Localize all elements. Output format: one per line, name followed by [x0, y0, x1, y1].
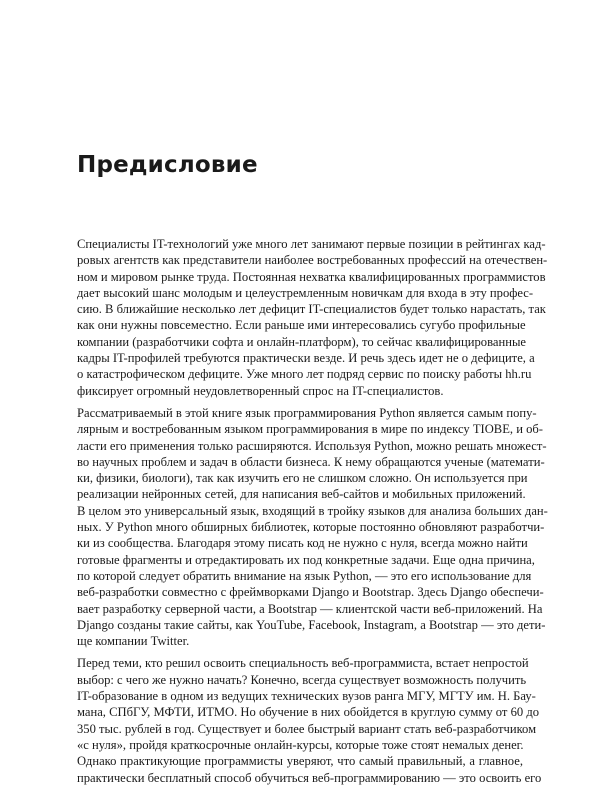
text-line: IT-образование в одном из ведущих технических вузов ранга МГУ, МГТУ им. Н. Бау-: [77, 689, 536, 704]
text-line: компании (разработчики софта и онлайн-платформ), то сейчас квалифицированные: [77, 334, 527, 349]
text-line: кадры IT-профилей требуются практически везде. И речь здесь идет не о дефиците, а: [77, 351, 535, 366]
text-line: выбор: с чего же нужно начать? Конечно, всегда существует возможность получить: [77, 672, 527, 687]
text-line: практически бесплатный способ обучиться веб-программированию — это освоить его: [77, 770, 542, 785]
text-line: во научных проблем и задач в области бизнеса. К нему обращаются ученые (математи-: [77, 454, 545, 469]
text-line: о катастрофическом дефиците. Уже много лет подряд сервис по поиску работы hh.ru: [77, 367, 532, 382]
paragraph-2: [77, 405, 548, 649]
text-line: ном и мировом рынке труда. Постоянная нехватка квалифицированных программистов: [77, 269, 546, 284]
text-line: Рассматриваемый в этой книге язык программирования Python является самым попу-: [77, 405, 537, 420]
text-line: веб-разработки совместно с фреймворками Django и Bootstrap. Здесь Django обеспечи-: [77, 585, 544, 600]
text-line: дает высокий шанс молодым и целеустремленным новичкам для входа в эту профес-: [77, 285, 534, 300]
text-line: ровых агентств как представители наиболее востребованных профессий на отечествен-: [77, 253, 548, 268]
text-line: ки из сообщества. Благодаря этому писать код не нужно с нуля, всегда можно найти: [77, 536, 528, 551]
text-line: В целом это универсальный язык, входящий в тройку языков для анализа больших дан-: [77, 503, 548, 518]
text-line: ных. У Python много обширных библиотек, которые постоянно обновляют разработчи-: [77, 520, 545, 535]
body-text: [77, 236, 548, 792]
text-line: Однако практикующие программисты уверяют, что самый правильный, а главное,: [77, 754, 523, 769]
text-line: лярным и востребованным языком программирования в мире по индексу TIOBE, и об-: [77, 422, 543, 437]
text-line: 350 тыс. рублей в год. Существует и более быстрый вариант стать веб-разработчиком: [77, 721, 537, 736]
text-line: как они нужны повсеместно. Если раньше ими интересовались сугубо профильные: [77, 318, 526, 333]
chapter-heading: Предисловие: [77, 152, 258, 178]
text-line: «с нуля», пройдя краткосрочные онлайн-курсы, которые тоже стоят немалых денег.: [77, 737, 524, 752]
text-line: Django созданы такие сайты, как YouTube, Facebook, Instagram, а Bootstrap — это дети-: [77, 617, 546, 632]
text-line: сию. В ближайшие несколько лет дефицит IT-специалистов будет только нарастать, так: [77, 302, 546, 317]
text-line: ки, физики, биологи), так как изучить его не слишком сложно. Он используется при: [77, 471, 528, 486]
text-line: фиксирует огромный неудовлетворенный спрос на IT-специалистов.: [77, 383, 444, 398]
text-line: Перед теми, кто решил освоить специальность веб-программиста, встает непростой: [77, 656, 529, 671]
text-line: вает разработку серверной части, а Bootstrap — клиентской части веб-приложений. На: [77, 601, 543, 616]
text-line: ще компании Twitter.: [77, 634, 190, 649]
text-line: готовые фрагменты и отредактировать их под конкретные задачи. Еще одна причина,: [77, 552, 535, 567]
text-line: Специалисты IT-технологий уже много лет занимают первые позиции в рейтингах кад-: [77, 237, 546, 251]
text-line: ласти его применения только расширяются. Используя Python, можно решать множест-: [77, 438, 547, 453]
text-line: реализации нейронных сетей, для написания веб-сайтов и мобильных приложений.: [77, 487, 526, 502]
paragraph-1: [77, 236, 548, 399]
text-line: мана, СПбГУ, МФТИ, ИТМО. Но обучение в них обойдется в круглую сумму от 60 до: [77, 705, 540, 720]
text-line: по которой следует обратить внимание на язык Python, — это его использование для: [77, 568, 532, 583]
paragraph-3: [77, 655, 542, 785]
